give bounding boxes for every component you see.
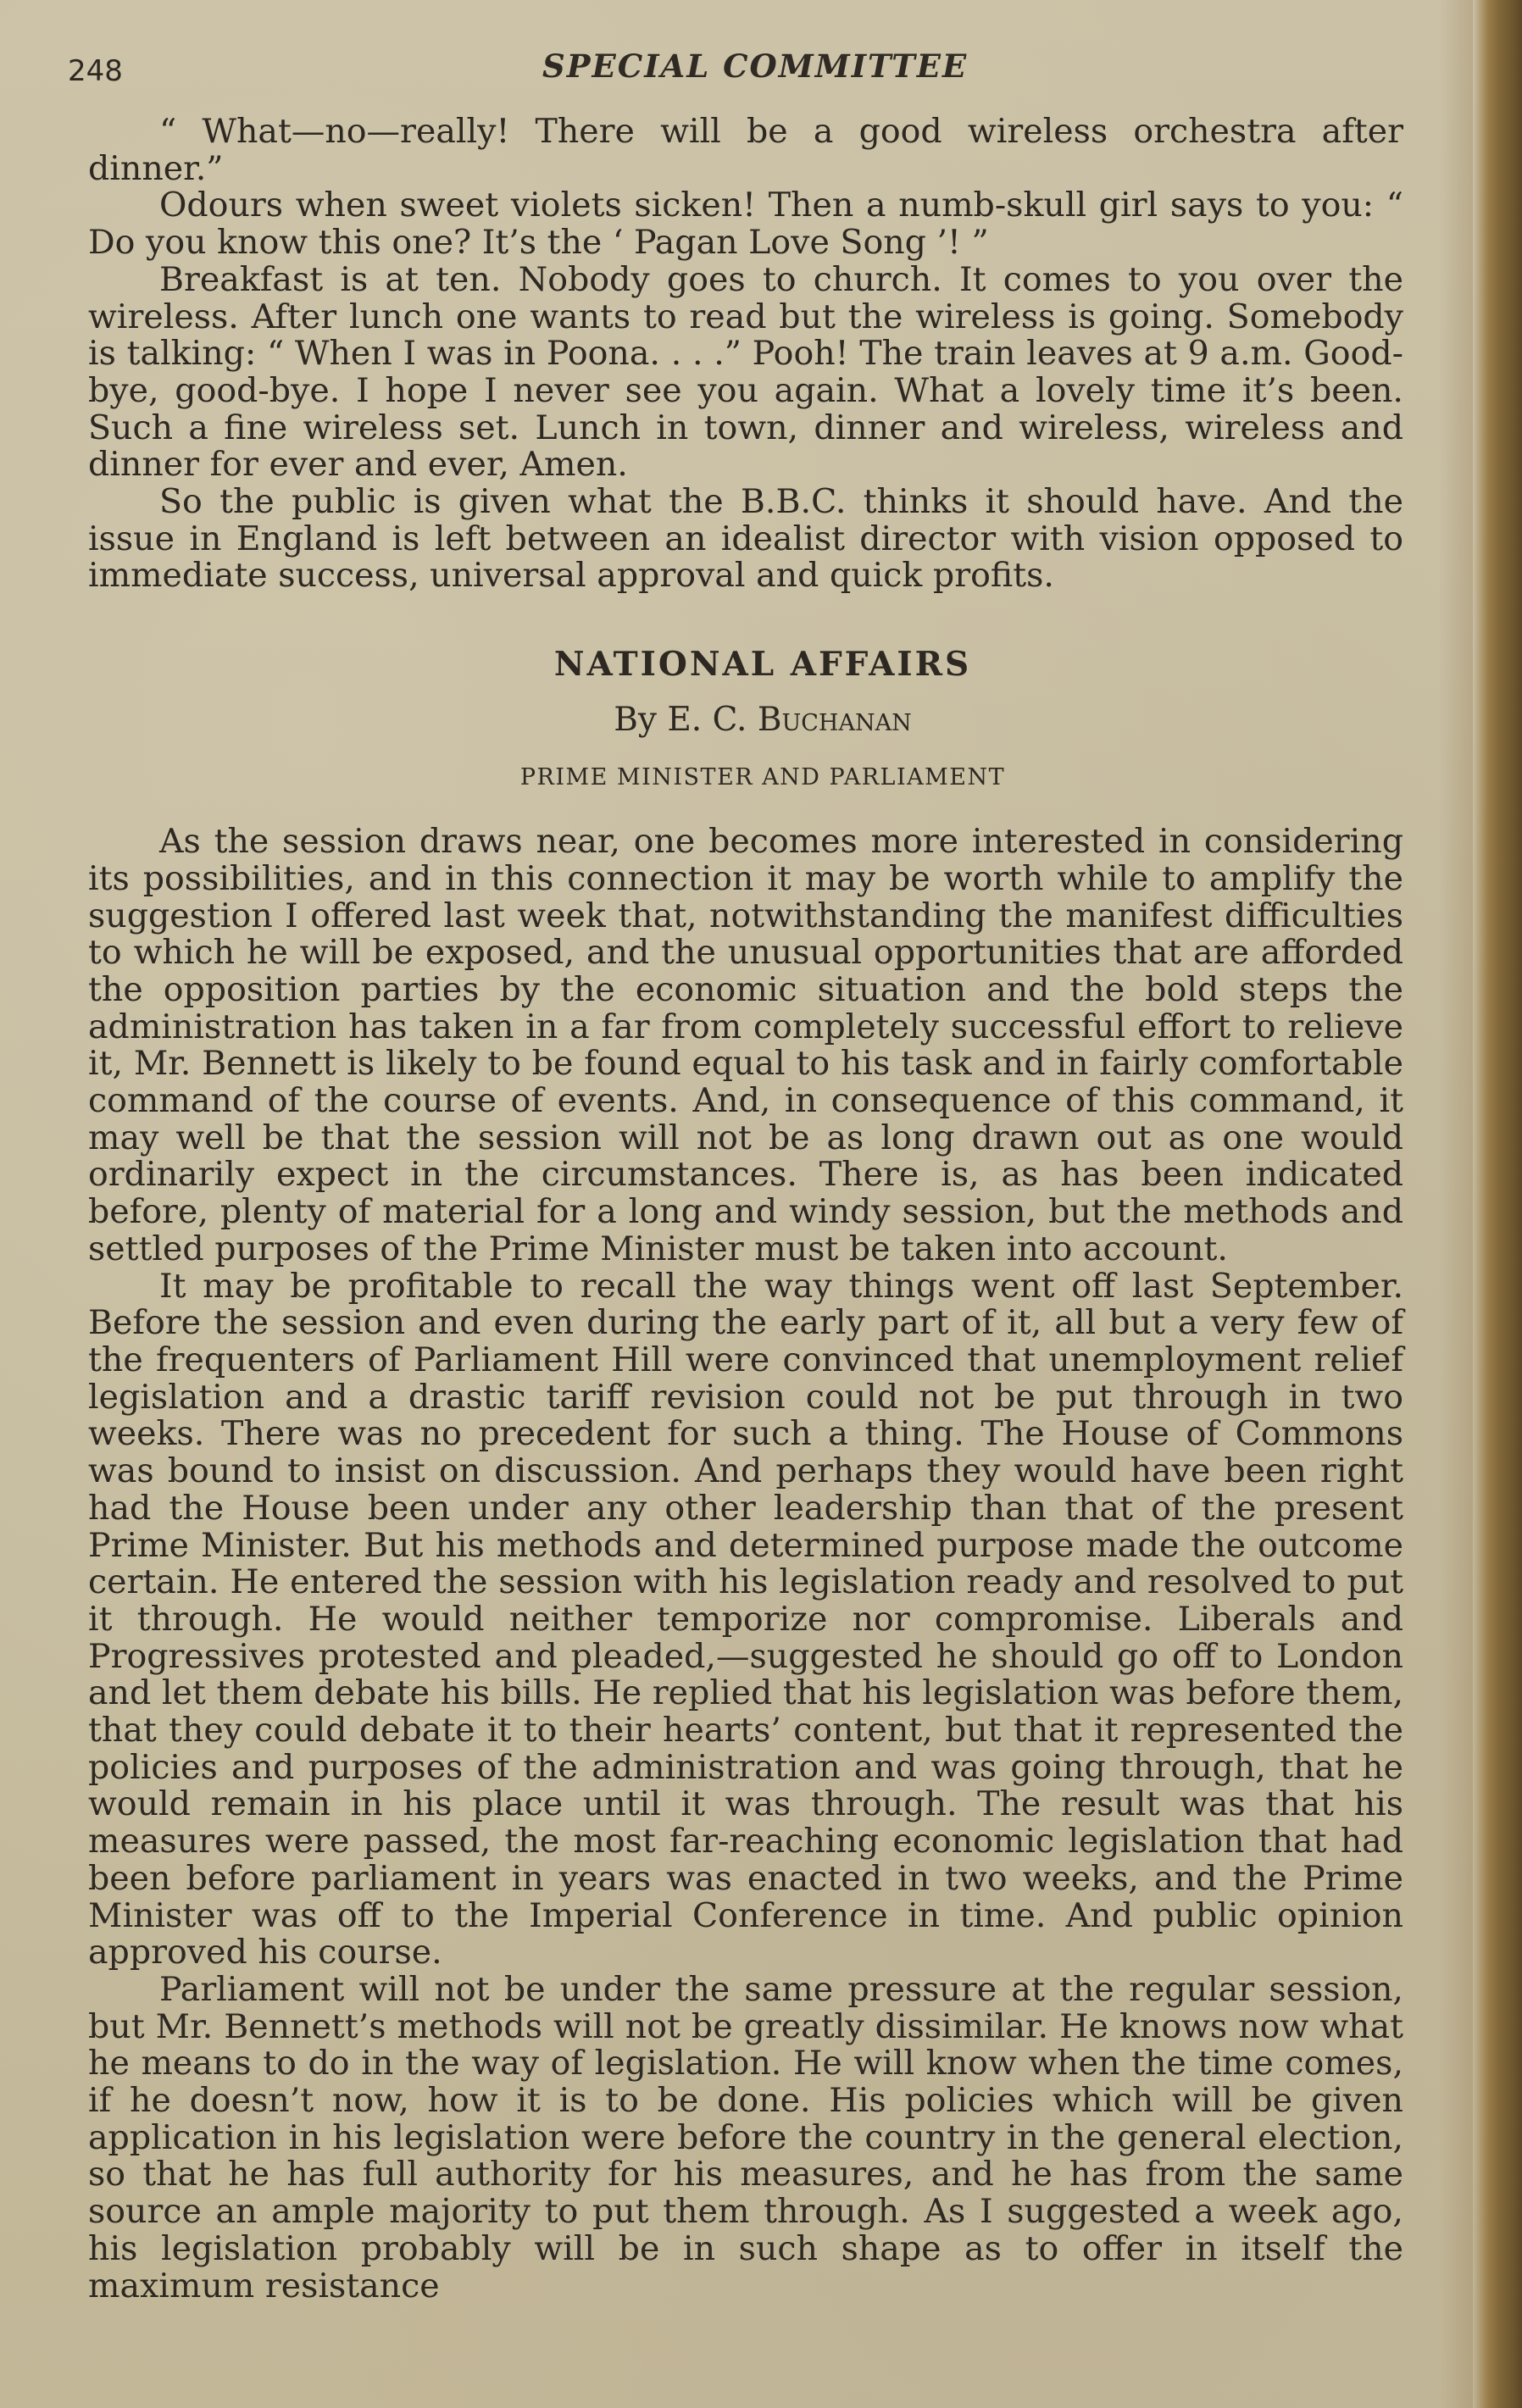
byline — [88, 702, 1403, 739]
article-paragraph-1: As the session draws near, one becomes more interested in considering its possibilities, and in this connection it may be worth while to amplify the suggestion I offered last week that, notwithstanding the manifest difficulties to which he will be exposed, and the unusual opportunities that are afforded the opposition parties by the economic situation and the bold steps the administration has taken in a far from completely successful effort to relieve it, Mr. Bennett is likely to be found equal to his task and in fairly comfortable command of the course of events. And, in consequence of this command, it may well be that the session will not be as long drawn out as one would ordinarily expect in the circumstances. There is, as has been indicated before, plenty of material for a long and windy session, but the methods and settled purposes of the Prime Minister must be taken into account. — [88, 822, 1403, 1268]
article-paragraph-3: Parliament will not be under the same pressure at the regular session, but Mr. Bennett’s methods will not be greatly dissimilar. He knows now what he means to do in the way of legislation. He will know when the time comes, if he doesn’t now, how it is to be done. His policies which will be given application in his legislation were before the country in the general election, so that he has full authority for his measures, and he has from the same source an ample majority to put them through. As I suggested a week ago, his legislation probably will be in such shape as to offer in itself the maximum resistance — [88, 1969, 1403, 2305]
byline-author: Buchanan — [757, 701, 912, 740]
page-body — [88, 114, 1403, 2305]
article-body — [88, 824, 1403, 2305]
intro-paragraph-4: So the public is given what the B.B.C. thinks it should have. And the issue in England is left between an idealist director with vision opposed to immediate success, universal approval and quick profits. — [88, 482, 1403, 596]
article-paragraph-2: It may be profitable to recall the way things went off last September. Before the session and even during the early part of it, all but a very few of the frequenters of Parliament Hill were convinced that unemployment relief legislation and a drastic tariff revision could not be put through in two weeks. There was no precedent for such a thing. The House of Commons was bound to insist on discussion. And perhaps they would have been right had the House been under any other leadership than that of the present Prime Minister. But his methods and determined purpose made the outcome certain. He entered the session with his legislation ready and resolved to put it through. He would neither temporize nor compromise. Liberals and Progressives protested and pleaded,—suggested he should go off to London and let them debate his bills. He replied that his legislation was before them, that they could debate it to their hearts’ content, but that it represented the policies and purposes of the administration and was going through, that he would remain in his place until it was through. The result was that his measures were passed, the most far-reaching economic legislation that had been before parliament in years was enacted in two weeks, and the Prime Minister was off to the Imperial Conference in time. And public opinion approved his course. — [88, 1266, 1403, 1972]
running-head: SPECIAL COMMITTEE — [542, 47, 969, 85]
byline-prefix: By E. C. — [614, 701, 758, 740]
intro-paragraph-2: Odours when sweet violets sicken! Then a numb-skull girl says to you: “ Do you know this one? It’s the ‘ Pagan Love Song ’! ” — [88, 186, 1403, 263]
page-number: 248 — [68, 54, 123, 88]
intro-paragraph-3: Breakfast is at ten. Nobody goes to church. It comes to you over the wireless. After lunch one wants to read but the wireless is going. Somebody is talking: “ When I was in Poona. . . .” Pooh! The train leaves at 9 a.m. Good-bye, good-bye. I hope I never see you again. What a lovely time it’s been. Such a fine wireless set. Lunch in town, dinner and wireless, wireless and dinner for ever and ever, Amen. — [88, 259, 1403, 485]
intro-paragraph-1: “ What—no—really! There will be a good wireless orchestra after dinner.” — [88, 112, 1403, 188]
book-spine-edge — [1473, 0, 1522, 2408]
page-gutter-shadow — [1439, 0, 1473, 2408]
section-title: NATIONAL AFFAIRS — [553, 645, 972, 685]
article-subhead: PRIME MINISTER AND PARLIAMENT — [519, 764, 1006, 791]
page-header — [68, 44, 1407, 86]
